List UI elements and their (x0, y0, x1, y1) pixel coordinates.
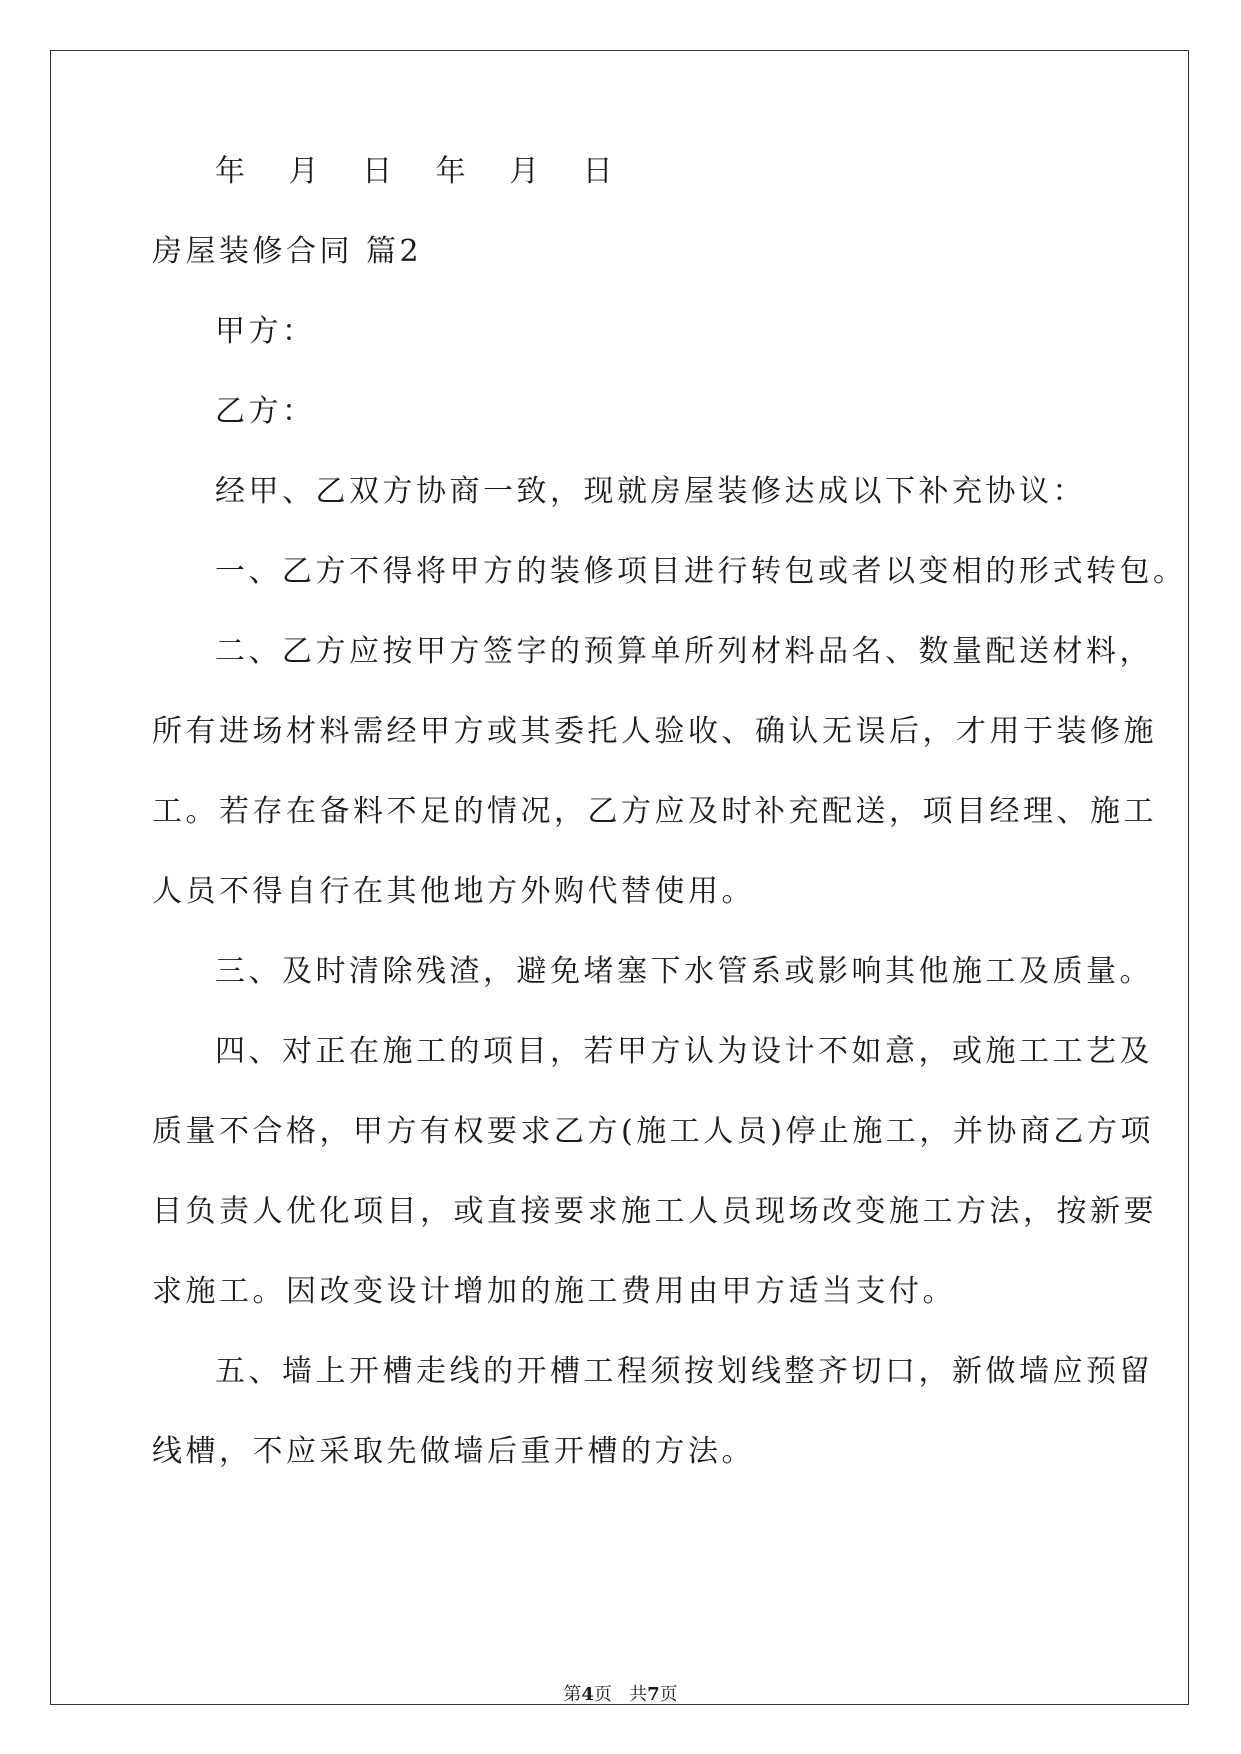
section-title: 房屋装修合同 篇2 (152, 234, 423, 269)
page-number-footer (0, 1683, 1241, 1707)
clause-3: 三、及时清除残渣，避免堵塞下水管系或影响其他施工及质量。 (215, 954, 1153, 989)
page-prefix: 第 (563, 1684, 582, 1705)
clause-4-line-1: 四、对正在施工的项目，若甲方认为设计不如意，或施工工艺及 (215, 1034, 1153, 1069)
total-pages-number: 7 (647, 1684, 660, 1705)
clause-1: 一、乙方不得将甲方的装修项目进行转包或者以变相的形式转包。 (215, 554, 1187, 589)
clause-4-line-3: 目负责人优化项目，或直接要求施工人员现场改变施工方法，按新要 (152, 1194, 1157, 1229)
party-a-label: 甲方： (215, 314, 316, 349)
page-mid: 页 共 (593, 1684, 648, 1705)
clause-2-line-1: 二、乙方应按甲方签字的预算单所列材料品名、数量配送材料， (215, 634, 1153, 669)
clause-2-line-4: 人员不得自行在其他地方外购代替使用。 (152, 874, 755, 909)
clause-4-line-2: 质量不合格，甲方有权要求乙方(施工人员)停止施工，并协商乙方项 (152, 1114, 1154, 1149)
party-b-label: 乙方： (215, 394, 316, 429)
preamble-paragraph: 经甲、乙双方协商一致，现就房屋装修达成以下补充协议： (215, 474, 1086, 509)
date-line: 年 月 日 年 月 日 (215, 154, 630, 189)
current-page-number: 4 (581, 1684, 594, 1705)
clause-5-line-2: 线槽，不应采取先做墙后重开槽的方法。 (152, 1434, 755, 1469)
clause-2-line-3: 工。若存在备料不足的情况，乙方应及时补充配送，项目经理、施工 (152, 794, 1157, 829)
clause-2-line-2: 所有进场材料需经甲方或其委托人验收、确认无误后，才用于装修施 (152, 714, 1157, 749)
page-suffix: 页 (659, 1684, 678, 1705)
clause-5-line-1: 五、墙上开槽走线的开槽工程须按划线整齐切口，新做墙应预留 (215, 1354, 1153, 1389)
clause-4-line-4: 求施工。因改变设计增加的施工费用由甲方适当支付。 (152, 1274, 956, 1309)
